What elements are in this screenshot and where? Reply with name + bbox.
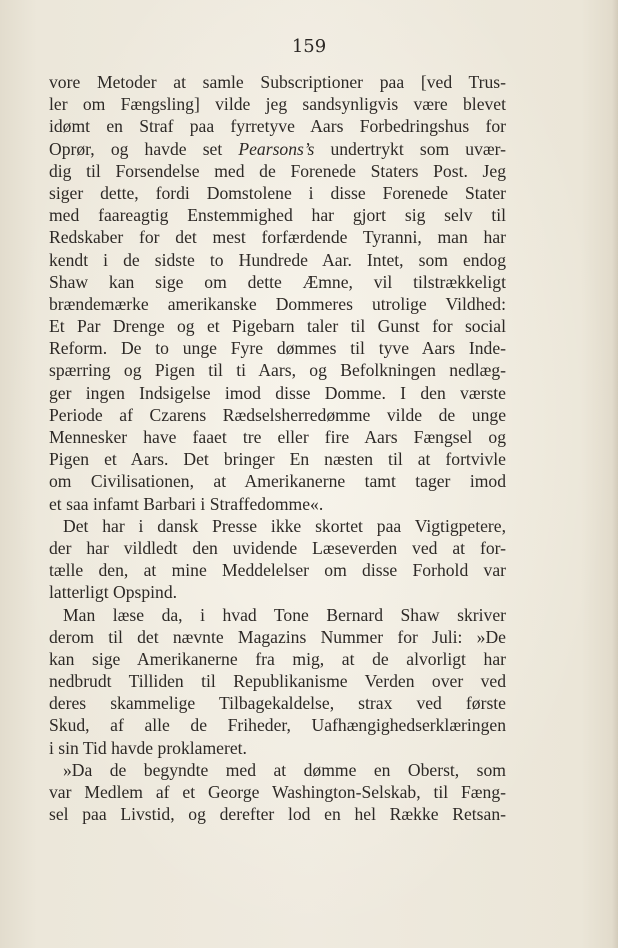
text-line: i sin Tid havde proklameret. — [49, 737, 247, 758]
text-line: Oprør, og havde set Pearsons’s undertrykt som uvær- — [49, 138, 506, 159]
text-line: var Medlem af et George Washington-Selskab, til Fæng- — [49, 782, 506, 802]
text-line: idømt en Straf paa fyrretyve Aars Forbedringshus for — [49, 116, 506, 137]
text-line: »Da de begyndte med at dømme en Oberst, som — [63, 759, 506, 780]
text-line: Det har i dansk Presse ikke skortet paa Vigtigpetere, — [63, 515, 506, 536]
text-line: siger dette, fordi Domstolene i disse Forenede Stater — [49, 182, 506, 203]
text-line: ler om Fængsling] vilde jeg sandsynligvis være blevet — [49, 94, 506, 115]
text-line: latterligt Opspind. — [49, 582, 178, 603]
text-line: Reform. De to unge Fyre dømmes til tyve Aars Inde- — [49, 338, 506, 359]
text-line: med faareagtig Enstemmighed har gjort sig selv til — [49, 205, 506, 226]
text-line: ger ingen Indsigelse imod disse Domme. I den værste — [49, 382, 506, 403]
text-line: derom til det nævnte Magazins Nummer for Juli: »De — [49, 626, 506, 647]
text-line: Shaw kan sige om dette Æmne, vil tilstrækkeligt — [49, 271, 506, 292]
text-line: deres skammelige Tilbagekaldelse, strax ved første — [49, 693, 506, 714]
page-number: 159 — [291, 36, 327, 57]
text-line: Man læse da, i hvad Tone Bernard Shaw skriver — [63, 604, 506, 625]
text-line: spærring og Pigen til ti Aars, og Befolkningen nedlæg- — [49, 360, 506, 381]
text-line: Pigen et Aars. Det bringer En næsten til at fortvivle — [49, 449, 506, 470]
body-text — [49, 71, 506, 825]
page-edge-shadow — [612, 0, 618, 948]
text-line: om Civilisationen, at Amerikanerne tamt tager imod — [49, 471, 506, 492]
text-line: brændemærke amerikanske Dommeres utrolige Vildhed: — [49, 293, 506, 314]
text-line: Mennesker have faaet tre eller fire Aars Fængsel og — [49, 427, 506, 447]
text-line: vore Metoder at samle Subscriptioner paa [ved Trus- — [49, 72, 506, 92]
text-line: tælle den, at mine Meddelelser om disse Forhold var — [49, 560, 506, 581]
magazine-title: Pearsons’s — [238, 138, 315, 159]
text-line: Skud, af alle de Friheder, Uafhængighedserklæringen — [49, 715, 506, 736]
text-line: kendt i de sidste to Hundrede Aar. Intet, som endog — [49, 249, 506, 270]
text-line: dig til Forsendelse med de Forenede Staters Post. Jeg — [49, 160, 506, 181]
text-line: et saa infamt Barbari i Straffedomme«. — [49, 493, 324, 514]
text-line: nedbrudt Tilliden til Republikanisme Verden over ved — [49, 671, 506, 692]
text-line: Periode af Czarens Rædselsherredømme vilde de unge — [49, 404, 506, 425]
text-line: kan sige Amerikanerne fra mig, at de alvorligt har — [49, 648, 506, 669]
text-line: Redskaber for det mest forfærdende Tyranni, man har — [49, 227, 506, 248]
text-line: sel paa Livstid, og derefter lod en hel Række Retsan- — [49, 804, 506, 825]
text-line: der har vildledt den uvidende Læseverden ved at for- — [49, 537, 506, 558]
text-line: Et Par Drenge og et Pigebarn taler til Gunst for social — [49, 316, 506, 337]
